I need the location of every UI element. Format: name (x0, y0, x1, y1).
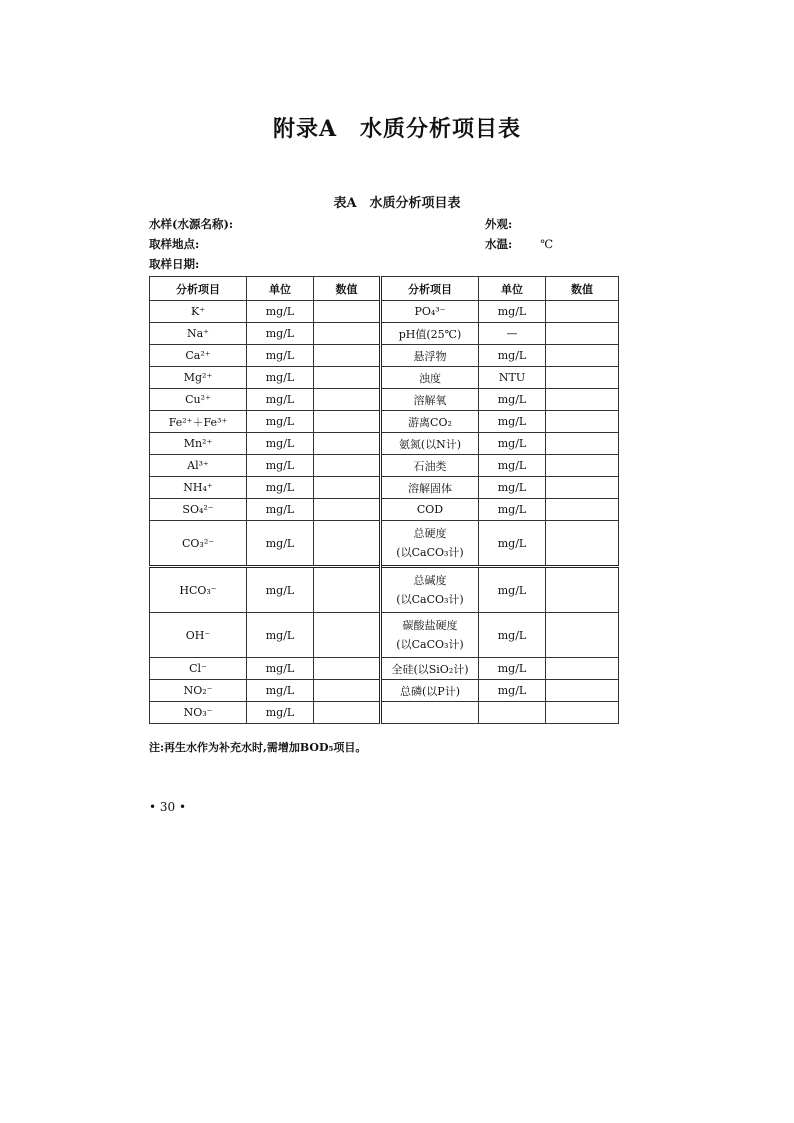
left-item-cell: Na⁺ (150, 323, 247, 345)
right-item-cell: 溶解氧 (381, 389, 479, 411)
right-unit-cell: mg/L (479, 301, 546, 323)
left-item-cell: Fe²⁺＋Fe³⁺ (150, 411, 247, 433)
right-item-cell: 总磷(以P计) (381, 680, 479, 702)
sample-location-label: 取样地点: (149, 237, 200, 251)
table-row (150, 680, 619, 702)
left-value-cell (314, 323, 381, 345)
right-value-cell (546, 433, 619, 455)
right-item-cell: 悬浮物 (381, 345, 479, 367)
right-unit-cell (479, 702, 546, 724)
right-item-cell (381, 613, 479, 658)
left-unit-cell: mg/L (247, 658, 314, 680)
right-item-cell: 全硅(以SiO₂计) (381, 658, 479, 680)
table-row (150, 411, 619, 433)
left-unit-cell: mg/L (247, 411, 314, 433)
water-temp-unit: ℃ (540, 237, 554, 251)
left-value-cell (314, 499, 381, 521)
right-unit-cell: mg/L (479, 345, 546, 367)
left-value-cell (314, 521, 381, 567)
right-item-cell (381, 521, 479, 567)
right-item-cell (381, 702, 479, 724)
right-item-cell: pH值(25℃) (381, 323, 479, 345)
left-unit-cell: mg/L (247, 499, 314, 521)
right-item-cell: 浊度 (381, 367, 479, 389)
left-value-cell (314, 702, 381, 724)
left-item-cell: NO₃⁻ (150, 702, 247, 724)
right-unit-cell: mg/L (479, 433, 546, 455)
table-row (150, 433, 619, 455)
table-row (150, 567, 619, 613)
header-value: 数值 (314, 277, 381, 301)
right-unit-cell: mg/L (479, 521, 546, 567)
right-item-line: 总碱度 (413, 574, 447, 587)
left-value-cell (314, 455, 381, 477)
left-value-cell (314, 567, 381, 613)
right-value-cell (546, 702, 619, 724)
right-value-cell (546, 411, 619, 433)
sample-source-field (149, 216, 233, 232)
right-item-cell: 石油类 (381, 455, 479, 477)
sample-date-field (149, 256, 199, 272)
right-unit-cell: NTU (479, 367, 546, 389)
right-value-cell (546, 658, 619, 680)
left-unit-cell: mg/L (247, 367, 314, 389)
right-unit-cell: mg/L (479, 389, 546, 411)
left-unit-cell: mg/L (247, 567, 314, 613)
table-row (150, 367, 619, 389)
left-item-cell: SO₄²⁻ (150, 499, 247, 521)
left-item-cell: Mg²⁺ (150, 367, 247, 389)
left-unit-cell: mg/L (247, 389, 314, 411)
right-unit-cell: mg/L (479, 411, 546, 433)
left-item-cell: HCO₃⁻ (150, 567, 247, 613)
table-row (150, 521, 619, 567)
right-value-cell (546, 680, 619, 702)
sample-source-label: 水样(水源名称): (149, 217, 234, 231)
left-value-cell (314, 301, 381, 323)
water-temp-field (485, 236, 553, 252)
left-item-cell: CO₃²⁻ (150, 521, 247, 567)
page-number: • 30 • (149, 800, 187, 814)
table-note: 注:再生水作为补充水时,需增加BOD₅项目。 (149, 741, 367, 754)
left-item-cell: NO₂⁻ (150, 680, 247, 702)
left-item-cell: Cl⁻ (150, 658, 247, 680)
table-row (150, 702, 619, 724)
right-value-cell (546, 389, 619, 411)
appearance-label: 外观: (485, 217, 513, 231)
right-value-cell (546, 499, 619, 521)
right-item-line: 总硬度 (413, 527, 447, 540)
sample-date-label: 取样日期: (149, 257, 200, 271)
header-unit: 单位 (247, 277, 314, 301)
table-row (150, 389, 619, 411)
left-value-cell (314, 433, 381, 455)
right-item-line: 碳酸盐硬度 (402, 619, 458, 632)
left-unit-cell: mg/L (247, 323, 314, 345)
left-unit-cell: mg/L (247, 613, 314, 658)
right-item-cell: COD (381, 499, 479, 521)
right-value-cell (546, 367, 619, 389)
right-value-cell (546, 567, 619, 613)
right-item-cell (381, 567, 479, 613)
right-item-cell: 游离CO₂ (381, 411, 479, 433)
header-item: 分析项目 (150, 277, 247, 301)
left-unit-cell: mg/L (247, 521, 314, 567)
right-value-cell (546, 455, 619, 477)
left-item-cell: K⁺ (150, 301, 247, 323)
sample-location-field (149, 236, 199, 252)
left-unit-cell: mg/L (247, 345, 314, 367)
left-unit-cell: mg/L (247, 455, 314, 477)
left-unit-cell: mg/L (247, 680, 314, 702)
right-unit-cell: — (479, 323, 546, 345)
right-unit-cell: mg/L (479, 455, 546, 477)
right-value-cell (546, 345, 619, 367)
left-unit-cell: mg/L (247, 433, 314, 455)
right-unit-cell: mg/L (479, 477, 546, 499)
table-caption: 表A 水质分析项目表 (333, 196, 461, 211)
table-row (150, 323, 619, 345)
left-unit-cell: mg/L (247, 702, 314, 724)
header-unit: 单位 (479, 277, 546, 301)
left-item-cell: OH⁻ (150, 613, 247, 658)
left-item-cell: Cu²⁺ (150, 389, 247, 411)
left-unit-cell: mg/L (247, 477, 314, 499)
header-item: 分析项目 (381, 277, 479, 301)
right-item-qualifier: (以CaCO₃计) (396, 638, 464, 651)
right-unit-cell: mg/L (479, 613, 546, 658)
table-row (150, 301, 619, 323)
right-value-cell (546, 521, 619, 567)
appearance-field (485, 216, 512, 232)
table-row (150, 613, 619, 658)
header-value: 数值 (546, 277, 619, 301)
right-unit-cell: mg/L (479, 499, 546, 521)
left-item-cell: Ca²⁺ (150, 345, 247, 367)
water-analysis-table (149, 276, 619, 724)
right-value-cell (546, 613, 619, 658)
left-value-cell (314, 367, 381, 389)
page-title: 附录A 水质分析项目表 (272, 116, 522, 142)
left-item-cell: Al³⁺ (150, 455, 247, 477)
right-value-cell (546, 323, 619, 345)
table-row (150, 477, 619, 499)
table-header-row (150, 277, 619, 301)
left-unit-cell: mg/L (247, 301, 314, 323)
right-value-cell (546, 477, 619, 499)
water-temp-label: 水温: (485, 237, 513, 251)
right-item-qualifier: (以CaCO₃计) (396, 593, 464, 606)
left-value-cell (314, 345, 381, 367)
right-item-qualifier: (以CaCO₃计) (396, 546, 464, 559)
right-item-cell: 氨氮(以N计) (381, 433, 479, 455)
left-value-cell (314, 680, 381, 702)
left-value-cell (314, 477, 381, 499)
right-unit-cell: mg/L (479, 680, 546, 702)
left-item-cell: Mn²⁺ (150, 433, 247, 455)
right-item-cell: PO₄³⁻ (381, 301, 479, 323)
left-item-cell: NH₄⁺ (150, 477, 247, 499)
left-value-cell (314, 389, 381, 411)
right-unit-cell: mg/L (479, 658, 546, 680)
right-item-cell: 溶解固体 (381, 477, 479, 499)
left-value-cell (314, 613, 381, 658)
table-row (150, 455, 619, 477)
table-row (150, 345, 619, 367)
table-row (150, 499, 619, 521)
left-value-cell (314, 411, 381, 433)
left-value-cell (314, 658, 381, 680)
table-row (150, 658, 619, 680)
right-unit-cell: mg/L (479, 567, 546, 613)
right-value-cell (546, 301, 619, 323)
